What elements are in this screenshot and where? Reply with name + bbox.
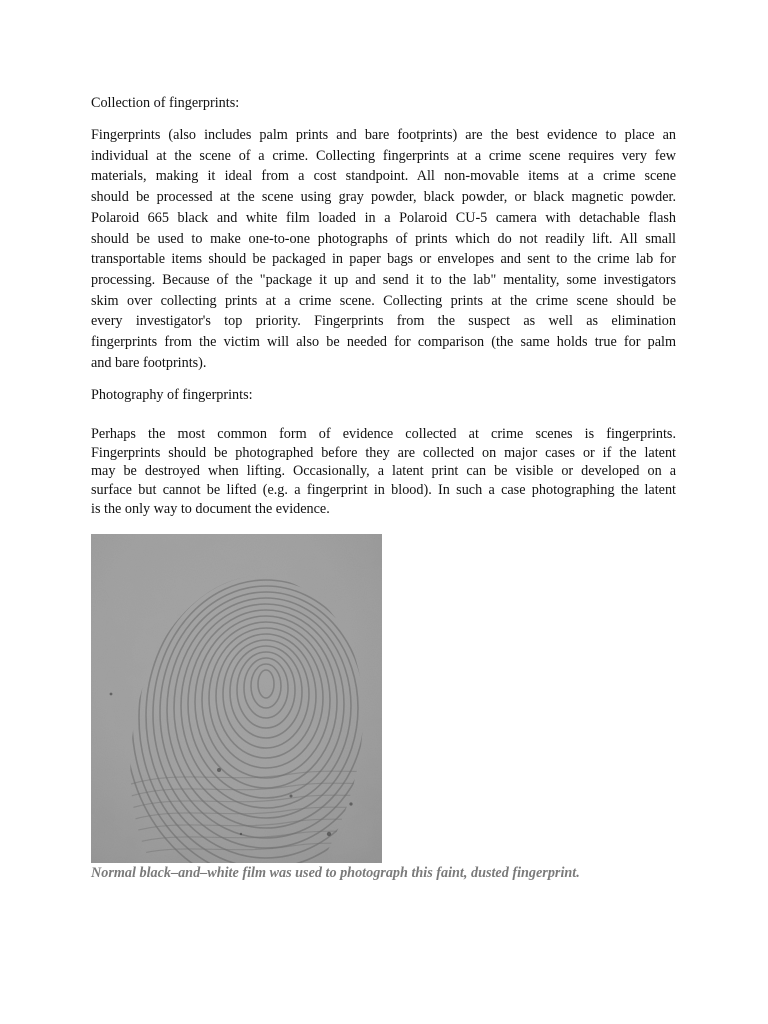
text-line: processing. Because of the "package it up and send it to the lab" mentality, some investigators [91,271,676,288]
text-line: surface but cannot be lifted (e.g. a fingerprint in blood). In such a case photographing the latent [91,482,676,499]
text-line: Fingerprints should be photographed before they are collected on major cases or if the latent [91,444,676,461]
text-line: is the only way to document the evidence. [91,500,330,517]
text-line: Perhaps the most common form of evidence collected at crime scenes is fingerprints. [91,426,676,442]
text-line: and bare footprints). [91,354,207,371]
text-line: individual at the scene of a crime. Collecting fingerprints at a crime scene requires very few [91,147,676,164]
section-heading-collection: Collection of fingerprints: [91,95,240,111]
text-line: transportable items should be packaged in paper bags or envelopes and sent to the crime lab for [91,251,676,268]
text-line: every investigator's top priority. Fingerprints from the suspect as well as elimination [91,313,676,330]
text-line: should be used to make one-to-one photographs of prints which do not readily lift. All small [91,230,676,247]
text-line: Fingerprints (also includes palm prints and bare footprints) are the best evidence to place an [91,127,676,143]
figure-caption: Normal black–and–white film was used to photograph this faint, dusted fingerprint. [91,865,580,881]
text-line: may be destroyed when lifting. Occasionally, a latent print can be visible or developed on a [91,463,676,480]
text-line: should be processed at the scene using gray powder, black powder, or black magnetic powder. [91,189,676,206]
text-line: fingerprints from the victim will also be needed for comparison (the same holds true for palm [91,334,676,351]
section-heading-photography: Photography of fingerprints: [91,387,253,403]
paragraph-collection [91,125,676,373]
fingerprint-photo [91,534,382,863]
paragraph-photography [91,425,676,519]
text-line: skim over collecting prints at a crime scene. Collecting prints at the crime scene should be [91,292,676,309]
text-line: Polaroid 665 black and white film loaded in a Polaroid CU-5 camera with detachable flash [91,209,676,226]
text-line: materials, making it ideal from a cost standpoint. All non-movable items at a crime scene [91,168,676,185]
